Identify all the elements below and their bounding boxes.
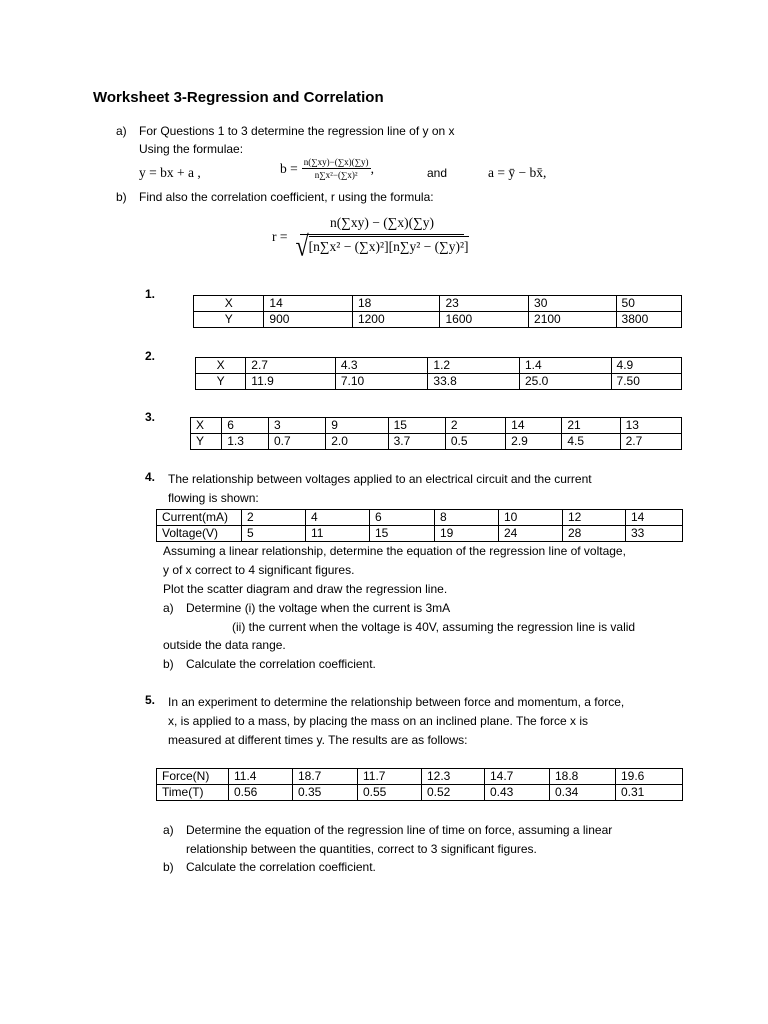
question-5-b-text: Calculate the correlation coefficient.	[186, 860, 376, 874]
table-cell: 28	[563, 526, 626, 542]
question-1-table	[193, 295, 682, 328]
question-5-line3: measured at different times y. The results are as follows:	[168, 733, 468, 747]
table-cell: 2.9	[506, 434, 562, 450]
question-4-number: 4.	[145, 470, 156, 484]
table-row	[196, 358, 682, 374]
question-1-number: 1.	[145, 287, 156, 301]
intro-a-line2: Using the formulae:	[139, 142, 244, 156]
question-5-line2: x, is applied to a mass, by placing the mass on an inclined plane. The force x is	[168, 714, 589, 728]
question-4-intro-line1: The relationship between voltages applied to an electrical circuit and the current	[168, 472, 592, 486]
question-4-a-continued: outside the data range.	[163, 638, 286, 652]
question-4-line3: Plot the scatter diagram and draw the regression line.	[163, 582, 448, 596]
formula-r-sqrt	[295, 231, 469, 263]
table-cell: 9	[326, 418, 388, 434]
table-row	[196, 374, 682, 390]
question-5-a-line1: Determine the equation of the regression line of time on force, assuming a linear	[186, 823, 613, 837]
table-row-header: Force(N)	[157, 769, 229, 785]
table-cell: 3800	[616, 312, 681, 328]
table-cell: 19	[435, 526, 499, 542]
formula-y: y = bx + a ,	[139, 165, 201, 180]
table-cell: 19.6	[616, 769, 683, 785]
table-row-header: Y	[196, 374, 246, 390]
table-cell: 25.0	[519, 374, 611, 390]
table-cell: 0.7	[269, 434, 326, 450]
table-cell: 13	[620, 418, 681, 434]
table-row-header: X	[191, 418, 222, 434]
table-cell: 15	[388, 418, 445, 434]
table-row	[157, 769, 683, 785]
table-cell: 900	[264, 312, 353, 328]
table-cell: 4.3	[335, 358, 428, 374]
table-cell: 11.4	[229, 769, 293, 785]
table-cell: 8	[435, 510, 499, 526]
table-cell: 12	[563, 510, 626, 526]
table-row-header: Y	[194, 312, 264, 328]
table-cell: 10	[499, 510, 563, 526]
formula-b-denominator: n∑x²−(∑x)²	[314, 170, 358, 180]
table-cell: 7.50	[611, 374, 681, 390]
table-cell: 5	[242, 526, 306, 542]
table-cell: 3.7	[388, 434, 445, 450]
question-4-table	[156, 509, 683, 542]
formula-r-fraction	[293, 215, 470, 263]
sqrt-symbol: √	[295, 231, 309, 263]
table-cell: 4.5	[562, 434, 620, 450]
table-cell: 2.0	[326, 434, 388, 450]
question-4-b-text: Calculate the correlation coefficient.	[186, 657, 376, 671]
table-cell: 33.8	[428, 374, 520, 390]
table-row	[191, 418, 682, 434]
question-4-line2: y of x correct to 4 significant figures.	[163, 563, 355, 577]
table-row-header: X	[196, 358, 246, 374]
table-cell: 18.7	[293, 769, 358, 785]
intro-a-marker: a)	[116, 124, 127, 138]
table-cell: 0.5	[445, 434, 505, 450]
question-5-a-marker: a)	[163, 823, 174, 837]
table-cell: 0.56	[229, 785, 293, 801]
question-3-table	[190, 417, 682, 450]
formula-r-numerator: n(∑xy) − (∑x)(∑y)	[300, 215, 464, 235]
table-row-header: X	[194, 296, 264, 312]
question-4-line1: Assuming a linear relationship, determine the equation of the regression line of voltage,	[163, 544, 626, 558]
table-cell: 30	[529, 296, 617, 312]
table-cell: 24	[499, 526, 563, 542]
table-cell: 2	[242, 510, 306, 526]
intro-b-marker: b)	[116, 190, 127, 204]
table-cell: 12.3	[422, 769, 485, 785]
formula-a: a = ȳ − bx̄,	[488, 165, 547, 180]
question-4-a-marker: a)	[163, 601, 174, 615]
table-row	[194, 312, 682, 328]
table-cell: 0.43	[485, 785, 550, 801]
table-cell: 11	[306, 526, 370, 542]
table-cell: 0.34	[550, 785, 616, 801]
formula-r	[272, 215, 471, 263]
table-cell: 1.4	[519, 358, 611, 374]
table-cell: 11.7	[358, 769, 422, 785]
table-cell: 1200	[352, 312, 440, 328]
question-5-b-marker: b)	[163, 860, 174, 874]
table-cell: 50	[616, 296, 681, 312]
formula-b-lhs: b =	[280, 160, 298, 176]
question-5-line1: In an experiment to determine the relationship between force and momentum, a force,	[168, 695, 625, 709]
table-row	[157, 785, 683, 801]
table-row	[194, 296, 682, 312]
table-row-header: Y	[191, 434, 222, 450]
formula-r-lhs: r =	[272, 228, 288, 244]
question-3-number: 3.	[145, 410, 156, 424]
table-cell: 14.7	[485, 769, 550, 785]
table-cell: 0.31	[616, 785, 683, 801]
table-cell: 6	[222, 418, 269, 434]
table-row	[157, 526, 683, 542]
table-row-header: Time(T)	[157, 785, 229, 801]
table-cell: 2	[445, 418, 505, 434]
question-5-a-line2: relationship between the quantities, correct to 3 significant figures.	[186, 842, 537, 856]
table-cell: 0.35	[293, 785, 358, 801]
question-2-number: 2.	[145, 349, 156, 363]
table-cell: 21	[562, 418, 620, 434]
formula-b-fraction	[302, 157, 371, 180]
table-cell: 1.3	[222, 434, 269, 450]
table-cell: 33	[626, 526, 683, 542]
table-cell: 1600	[440, 312, 529, 328]
table-cell: 11.9	[246, 374, 336, 390]
formula-b	[280, 157, 374, 180]
formula-r-denominator: [n∑x² − (∑x)²][n∑y² − (∑y)²]	[309, 236, 469, 258]
table-cell: 23	[440, 296, 529, 312]
intro-b-line: Find also the correlation coefficient, r using the formula:	[139, 190, 434, 204]
table-cell: 6	[370, 510, 435, 526]
question-4-a-ii: (ii) the current when the voltage is 40V, assuming the regression line is valid	[232, 620, 636, 634]
table-cell: 18	[352, 296, 440, 312]
intro-a-line1: For Questions 1 to 3 determine the regression line of y on x	[139, 124, 455, 138]
table-row	[191, 434, 682, 450]
question-5-number: 5.	[145, 693, 156, 707]
table-cell: 2.7	[620, 434, 681, 450]
formula-b-tail: ,	[370, 160, 374, 176]
table-row	[157, 510, 683, 526]
table-cell: 2.7	[246, 358, 336, 374]
table-cell: 15	[370, 526, 435, 542]
question-4-intro-line2: flowing is shown:	[168, 491, 259, 505]
table-row-header: Current(mA)	[157, 510, 242, 526]
formula-and: and	[427, 166, 448, 180]
question-4-b-marker: b)	[163, 657, 174, 671]
table-cell: 18.8	[550, 769, 616, 785]
table-cell: 2100	[529, 312, 617, 328]
formula-b-numerator: n(∑xy)−(∑x)(∑y)	[303, 157, 369, 167]
table-cell: 14	[626, 510, 683, 526]
table-cell: 0.55	[358, 785, 422, 801]
table-cell: 0.52	[422, 785, 485, 801]
table-cell: 3	[269, 418, 326, 434]
table-row-header: Voltage(V)	[157, 526, 242, 542]
table-cell: 7.10	[335, 374, 428, 390]
question-4-a-text: Determine (i) the voltage when the current is 3mA	[186, 601, 451, 615]
table-cell: 14	[264, 296, 353, 312]
question-5-table	[156, 768, 683, 801]
table-cell: 4.9	[611, 358, 681, 374]
page-title: Worksheet 3-Regression and Correlation	[93, 89, 384, 106]
table-cell: 14	[506, 418, 562, 434]
table-cell: 1.2	[428, 358, 520, 374]
question-2-table	[195, 357, 682, 390]
table-cell: 4	[306, 510, 370, 526]
